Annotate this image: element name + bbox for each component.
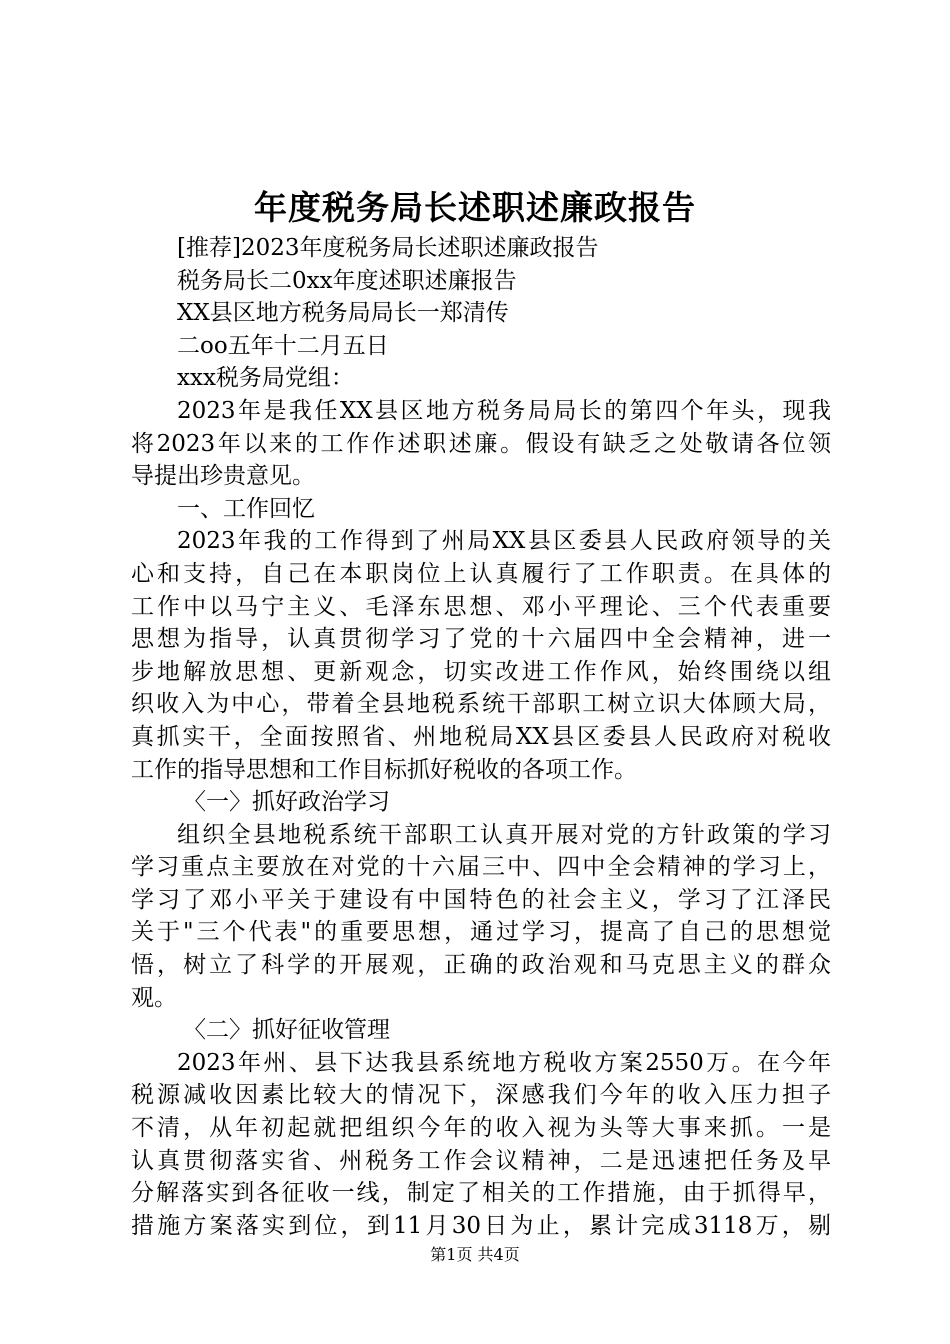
- paragraph-line: 2023年我的工作得到了州局XX县区委县人民政府领导的关: [177, 528, 831, 555]
- subsection-heading: 〈一〉抓好政治学习: [183, 789, 390, 816]
- paragraph-line: 织收入为中心，带着全县地税系统干部职工树立识大体顾大局，: [131, 691, 831, 718]
- paragraph-line: 导提出珍贵意见。: [131, 463, 315, 490]
- paragraph-line: 步地解放思想、更新观念，切实改进工作作风，始终围绕以组: [131, 658, 831, 685]
- date-line: 二oo五年十二月五日: [177, 332, 389, 359]
- paragraph-line: 思想为指导，认真贯彻学习了党的十六届四中全会精神，进一: [131, 626, 831, 653]
- document-body: [131, 232, 831, 1242]
- salutation-line: xxx税务局党组：: [177, 365, 354, 392]
- author-line: XX县区地方税务局局长一郑清传: [177, 300, 509, 327]
- recommend-line: [推荐]2023年度税务局长述职述廉政报告: [177, 235, 599, 261]
- document-title: 年度税务局长述职述廉政报告: [254, 188, 696, 227]
- paragraph-line: 工作的指导思想和工作目标抓好税收的各项工作。: [131, 756, 637, 783]
- paragraph-line: 工作中以马宁主义、毛泽东思想、邓小平理论、三个代表重要: [131, 593, 831, 620]
- paragraph-line: 学习重点主要放在对党的十六届三中、四中全会精神的学习上，: [131, 854, 831, 881]
- paragraph-line: 悟，树立了科学的开展观，正确的政治观和马克思主义的群众: [131, 952, 831, 979]
- paragraph-line: 将2023年以来的工作作述职述廉。假设有缺乏之处敬请各位领: [131, 430, 831, 457]
- page-footer: 第1页 共4页: [430, 1245, 520, 1264]
- paragraph-line: 组织全县地税系统干部职工认真开展对党的方针政策的学习: [177, 821, 831, 848]
- paragraph-line: 认真贯彻落实省、州税务工作会议精神，二是迅速把任务及早: [131, 1147, 831, 1174]
- paragraph-line: 2023年州、县下达我县系统地方税收方案2550万。在今年: [177, 1049, 831, 1076]
- paragraph-line: 不清，从年初起就把组织今年的收入视为头等大事来抓。一是: [131, 1115, 831, 1142]
- paragraph-line: 关于"三个代表"的重要思想，通过学习，提高了自己的思想觉: [131, 919, 831, 946]
- paragraph-line: 观。: [131, 984, 177, 1011]
- paragraph-line: 心和支持，自己在本职岗位上认真履行了工作职责。在具体的: [131, 560, 831, 587]
- paragraph-line: 税源减收因素比较大的情况下，深感我们今年的收入压力担子: [131, 1082, 831, 1109]
- paragraph-line: 措施方案落实到位，到11月30日为止，累计完成3118万，剔: [131, 1212, 831, 1239]
- subtitle-line: 税务局长二0xx年度述职述廉报告: [177, 267, 517, 294]
- paragraph-line: 2023年是我任XX县区地方税务局局长的第四个年头，现我: [177, 397, 831, 424]
- section-heading: 一、工作回忆: [177, 495, 315, 522]
- paragraph-line: 真抓实干，全面按照省、州地税局XX县区委县人民政府对税收: [131, 723, 831, 750]
- paragraph-line: 学习了邓小平关于建设有中国特色的社会主义，学习了江泽民: [131, 886, 831, 913]
- paragraph-line: 分解落实到各征收一线，制定了相关的工作措施，由于抓得早，: [131, 1180, 831, 1207]
- subsection-heading: 〈二〉抓好征收管理: [183, 1017, 390, 1044]
